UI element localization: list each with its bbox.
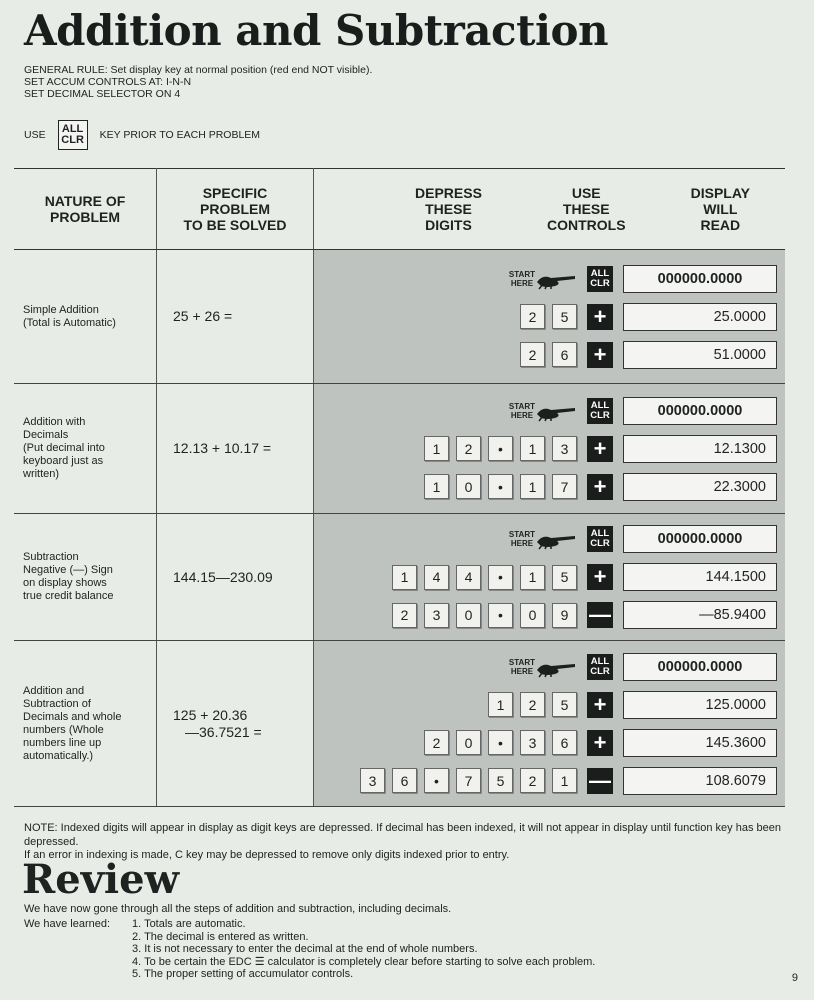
digit-key: 5: [552, 304, 577, 329]
rule-line: SET DECIMAL SELECTOR ON 4: [24, 88, 181, 100]
review-title: Review: [22, 856, 180, 903]
digit-key: 7: [456, 768, 481, 793]
digit-key: 2: [392, 603, 417, 628]
digit-key: •: [488, 436, 513, 461]
rule-line: GENERAL RULE: Set display key at normal position (red end NOT visible).: [24, 64, 373, 76]
digit-key: 2: [520, 692, 545, 717]
digit-key: 2: [520, 304, 545, 329]
display-readout: 000000.0000: [623, 653, 777, 681]
digit-key: 3: [424, 603, 449, 628]
digit-key: 1: [488, 692, 513, 717]
col-right-headers: [314, 169, 786, 250]
all-clear-control: ALL CLR: [587, 654, 613, 680]
note: NOTE: Indexed digits will appear in display as digit keys are depressed. If decimal has been indexed, it will not appear in display until function key has been depressed. If an error in indexing is made, C key may be depressed to remove only digits indexed prior to entry.: [24, 822, 781, 861]
learned-item: 4. To be certain the EDC ☰ calculator is completely clear before starting to solve each problem.: [132, 955, 596, 968]
digit-key: •: [488, 730, 513, 755]
key-sequence-row: [320, 648, 777, 686]
use-suffix: KEY PRIOR TO EACH PROBLEM: [99, 129, 261, 141]
digit-key: 1: [520, 474, 545, 499]
pointing-hand-icon: [535, 528, 579, 550]
specific-problem: 25 + 26 =: [157, 250, 314, 384]
digit-key: 0: [456, 603, 481, 628]
learned-item: 5. The proper setting of accumulator controls.: [132, 968, 354, 980]
review-intro: We have now gone through all the steps of addition and subtraction, including decimals.: [24, 903, 452, 915]
use-prefix: USE: [24, 129, 46, 141]
problem-section: [14, 250, 785, 384]
plus-control: +: [587, 692, 613, 718]
digit-key: •: [488, 565, 513, 590]
col-problem-header: SPECIFIC PROBLEM TO BE SOLVED: [157, 169, 314, 250]
digit-key: 2: [424, 730, 449, 755]
learned-item: 1. Totals are automatic.: [132, 918, 246, 930]
learned-item: 3. It is not necessary to enter the decimal at the end of whole numbers.: [132, 943, 478, 955]
digit-key: 7: [552, 474, 577, 499]
plus-control: +: [587, 730, 613, 756]
plus-control: +: [587, 304, 613, 330]
nature-of-problem: Addition with Decimals (Put decimal into keyboard just as written): [14, 384, 157, 514]
key-sequence-row: [320, 686, 777, 724]
plus-control: +: [587, 342, 613, 368]
all-clear-control: ALL CLR: [587, 266, 613, 292]
learned-label: We have learned:: [24, 918, 111, 930]
display-readout: 144.1500: [623, 563, 777, 591]
problem-section: [14, 641, 785, 807]
key-sequence-row: [320, 762, 777, 800]
all-clear-control: ALL CLR: [587, 398, 613, 424]
nature-of-problem: Addition and Subtraction of Decimals and whole numbers (Whole numbers line up automatically.): [14, 641, 157, 807]
digit-key: •: [488, 603, 513, 628]
learned-list: [24, 918, 595, 981]
display-readout: 000000.0000: [623, 525, 777, 553]
minus-control: —: [589, 767, 611, 793]
key-sequence-panel: [314, 641, 786, 807]
plus-control: +: [587, 474, 613, 500]
key-sequence-panel: [314, 384, 786, 514]
digit-key: 4: [424, 565, 449, 590]
key-sequence-row: [320, 468, 777, 506]
digit-key: 4: [456, 565, 481, 590]
specific-problem: 125 + 20.36 —36.7521 =: [157, 641, 314, 807]
display-readout: —85.9400: [623, 601, 777, 629]
digit-key: 1: [520, 565, 545, 590]
key-sequence-row: [320, 392, 777, 430]
key-sequence-row: [320, 260, 777, 298]
digit-key: 0: [520, 603, 545, 628]
use-instruction: [24, 120, 260, 150]
plus-control: +: [587, 564, 613, 590]
digit-key: 2: [520, 768, 545, 793]
digit-key: 1: [520, 436, 545, 461]
key-sequence-row: [320, 430, 777, 468]
display-readout: 22.3000: [623, 473, 777, 501]
start-here-marker: START HERE: [509, 268, 579, 290]
digit-key: 2: [456, 436, 481, 461]
digit-key: 3: [520, 730, 545, 755]
display-readout: 12.1300: [623, 435, 777, 463]
digit-key: 5: [552, 565, 577, 590]
general-rules: [24, 64, 372, 100]
start-here-marker: START HERE: [509, 656, 579, 678]
digit-key: 1: [392, 565, 417, 590]
instruction-table: [14, 168, 785, 807]
key-sequence-row: [320, 724, 777, 762]
plus-control: +: [587, 436, 613, 462]
specific-problem: 12.13 + 10.17 =: [157, 384, 314, 514]
start-here-marker: START HERE: [509, 528, 579, 550]
digit-key: 1: [424, 436, 449, 461]
nature-of-problem: Simple Addition (Total is Automatic): [14, 250, 157, 384]
display-readout: 108.6079: [623, 767, 777, 795]
digit-key: 1: [552, 768, 577, 793]
digit-key: 3: [360, 768, 385, 793]
display-readout: 125.0000: [623, 691, 777, 719]
problem-section: [14, 514, 785, 641]
col-controls-header: USE THESE CONTROLS: [546, 185, 626, 233]
digit-key: 5: [552, 692, 577, 717]
key-sequence-row: [320, 596, 777, 634]
page-title: Addition and Subtraction: [24, 6, 608, 55]
key-sequence-row: [320, 520, 777, 558]
digit-key: 5: [488, 768, 513, 793]
digit-key: 6: [552, 342, 577, 367]
display-readout: 145.3600: [623, 729, 777, 757]
key-sequence-row: [320, 298, 777, 336]
page-number: 9: [791, 972, 798, 984]
digit-key: 0: [456, 730, 481, 755]
pointing-hand-icon: [535, 656, 579, 678]
digit-key: •: [424, 768, 449, 793]
rule-line: SET ACCUM CONTROLS AT: I-N-N: [24, 76, 192, 88]
all-clear-key-icon: ALL CLR: [58, 120, 88, 150]
display-readout: 51.0000: [623, 341, 777, 369]
col-display-header: DISPLAY WILL READ: [690, 185, 750, 233]
problem-section: [14, 384, 785, 514]
col-nature-header: NATURE OF PROBLEM: [14, 169, 157, 250]
digit-key: 6: [392, 768, 417, 793]
digit-key: 0: [456, 474, 481, 499]
nature-of-problem: Subtraction Negative (—) Sign on display shows true credit balance: [14, 514, 157, 641]
digit-key: 3: [552, 436, 577, 461]
display-readout: 000000.0000: [623, 265, 777, 293]
key-sequence-row: [320, 558, 777, 596]
specific-problem: 144.15—230.09: [157, 514, 314, 641]
digit-key: 1: [424, 474, 449, 499]
display-readout: 25.0000: [623, 303, 777, 331]
key-sequence-row: [320, 336, 777, 374]
pointing-hand-icon: [535, 400, 579, 422]
digit-key: •: [488, 474, 513, 499]
key-sequence-panel: [314, 514, 786, 641]
all-clear-control: ALL CLR: [587, 526, 613, 552]
digit-key: 9: [552, 603, 577, 628]
digit-key: 2: [520, 342, 545, 367]
minus-control: —: [589, 602, 611, 627]
col-digits-header: DEPRESS THESE DIGITS: [415, 185, 482, 233]
digit-key: 6: [552, 730, 577, 755]
display-readout: 000000.0000: [623, 397, 777, 425]
learned-item: 2. The decimal is entered as written.: [132, 930, 309, 943]
key-sequence-panel: [314, 250, 786, 384]
pointing-hand-icon: [535, 268, 579, 290]
start-here-marker: START HERE: [509, 400, 579, 422]
